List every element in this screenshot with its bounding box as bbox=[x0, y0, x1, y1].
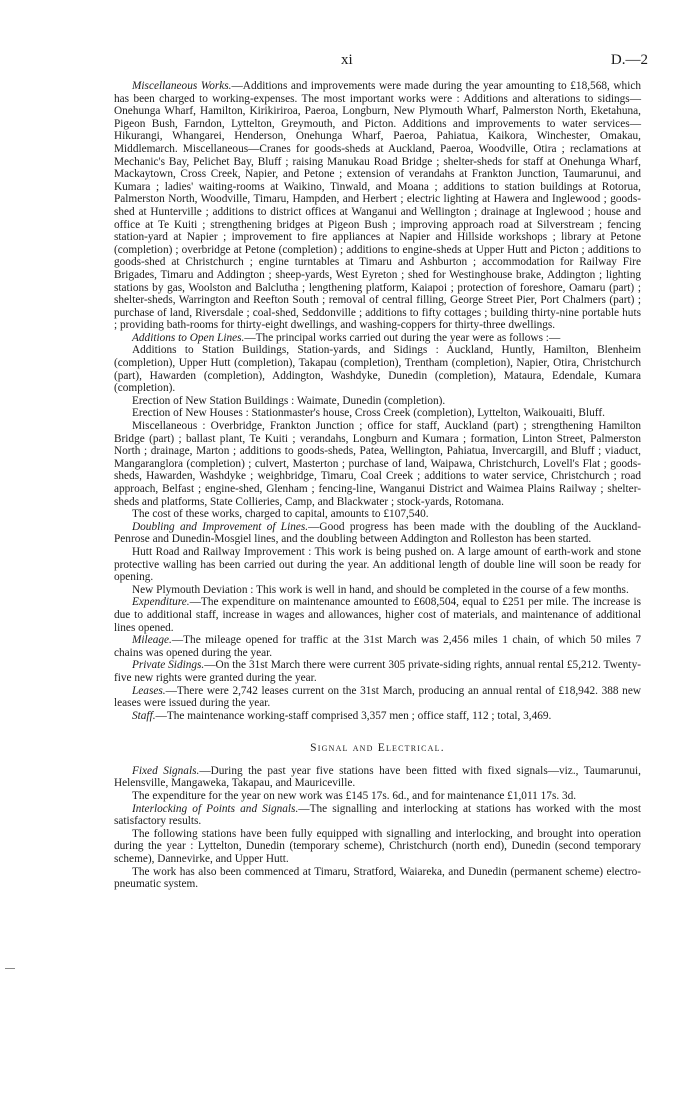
paragraph bbox=[114, 803, 641, 828]
paragraph bbox=[114, 659, 641, 684]
paragraph-text: The following stations have been fully equipped with signalling and interlocking, and brought into operation during the year : Lyttelton, Dunedin (temporary scheme), Christchurch (north end), Dunedin (second temporary scheme), Dannevirke, and Upper Hutt. bbox=[114, 827, 641, 866]
paragraph-text: Hutt Road and Railway Improvement : This work is being pushed on. A large amount of earth-work and stone protective walling has been carried out during the year. An additional length of double line will soon be ready for opening. bbox=[114, 545, 641, 584]
paragraph bbox=[114, 596, 641, 634]
paragraph-text: Additions to Station Buildings, Station-yards, and Sidings : Auckland, Huntly, Hamilton, Blenheim (completion), Upper Hutt (completion), Takapau (completion), Trentham (completion), Napier, Otira, Christchurch (part), Hawarden (completion), Addington, Washdyke, Dunedin (completion), Mataura, Edendale, Kumara (completion). bbox=[114, 344, 641, 395]
paragraph-text: The expenditure for the year on new work was £145 17s. 6d., and for maintenance £1,011 17s. 3d. bbox=[132, 790, 577, 803]
signal-section bbox=[114, 765, 641, 891]
paragraph bbox=[114, 828, 641, 866]
paragraph-text: —During the past year five stations have been fitted with fixed signals—viz., Taumarunui, Helensville, Mangaweka, Takapau, and Mauriceville. bbox=[114, 764, 641, 790]
paragraph-text: Erection of New Station Buildings : Waimate, Dunedin (completion). bbox=[132, 394, 446, 407]
paragraph bbox=[114, 866, 641, 891]
paragraph-lead: Staff. bbox=[132, 709, 156, 722]
paragraph bbox=[114, 420, 641, 508]
paragraph-text: —The mileage opened for traffic at the 31st March was 2,456 miles 1 chain, of which 50 miles 7 chains was opened during the year. bbox=[114, 634, 641, 659]
paragraph-lead: Fixed Signals. bbox=[132, 764, 200, 777]
paragraph-text: —There were 2,742 leases current on the 31st March, producing an annual rental of £18,942. 388 new leases were issued during the year. bbox=[114, 684, 641, 710]
document-reference: D.—2 bbox=[610, 52, 648, 68]
paragraph-lead: Leases. bbox=[132, 684, 166, 697]
paragraph-lead: Additions to Open Lines. bbox=[132, 331, 245, 344]
paragraph bbox=[114, 508, 641, 521]
body-text bbox=[114, 80, 641, 891]
paragraph-lead: Miscellaneous Works. bbox=[132, 80, 232, 92]
paragraph-text: —The principal works carried out during the year were as follows :— bbox=[244, 331, 561, 344]
page-number: xi bbox=[341, 52, 353, 68]
paragraph bbox=[114, 407, 641, 420]
margin-mark bbox=[5, 968, 15, 969]
paragraph-text: Erection of New Houses : Stationmaster's house, Cross Creek (completion), Lyttelton, Waikouaiti, Bluff. bbox=[132, 407, 605, 420]
paragraph-text: The work has also been commenced at Timaru, Stratford, Waiareka, and Dunedin (permanent scheme) electro-pneumatic system. bbox=[114, 865, 641, 891]
paragraph bbox=[114, 765, 641, 790]
paragraph-text: —Good progress has been made with the doubling of the Auckland-Penrose and Dunedin-Mosgiel lines, and the doubling between Addington and Rolleston has been started. bbox=[114, 520, 641, 546]
paragraph-lead: Mileage. bbox=[132, 634, 172, 647]
paragraph bbox=[114, 332, 641, 345]
section-heading: Signal and Electrical. bbox=[310, 742, 445, 755]
paragraph bbox=[114, 790, 641, 803]
paragraph bbox=[114, 395, 641, 408]
paragraph-text: Miscellaneous : Overbridge, Frankton Junction ; office for staff, Auckland (part) ; strengthening Hamilton Bridge (part) ; ballast plant, Te Kuiti ; verandahs, Longburn and Kumara ; formation, Linton Street, Palmerston North ; drainage, Marton ; additions to goods-sheds, Patea, Wellington, Pahiatua, Invercargill, and Bluff ; viaduct, Mangaranglora (completion) ; culvert, Masterton ; purchase of land, Waipawa, Christchurch, Lovell's Flat ; goods-sheds, Hawarden, Washdyke ; weighbridge, Timaru, Coal Creek ; additions to water service, Christchurch ; road approach, Belfast ; engine-shed, Glenham ; fencing-line, Wanganui District and Waimea Plains Railway ; shelter-sheds and platforms, State Collieries, Camp, and Blackwater ; stock-yards, Rotomana. bbox=[114, 420, 641, 508]
paragraph-text: The cost of these works, charged to capital, amounts to £107,540. bbox=[132, 508, 429, 521]
paragraph bbox=[114, 584, 641, 597]
page-header bbox=[0, 52, 700, 72]
paragraph bbox=[114, 521, 641, 546]
paragraph-lead: Doubling and Improvement of Lines. bbox=[132, 520, 309, 533]
paragraph-text: —Additions and improvements were made during the year amounting to £18,568, which has been charged to working-expenses. The most important works were : Additions and alterations to sidings—Onehunga Wharf, Hamilton, Kirikiriroa, Paeroa, Longburn, New Plymouth Wharf, Palmerston North, Eketahuna, Pigeon Bush, Farndon, Lyttelton, Greymouth, and Picton. Additions and improvements to water services—Hikurangi, Whangarei, Henderson, Onehunga Wharf, Paeroa, Pahiatua, Kaikora, Winchester, Omakau, Middlemarch. Miscellaneous—Cranes for goods-sheds at Auckland, Paeroa, Woodville, Otira ; reclamations at Mechanic's Bay, Pelichet Bay, Bluff ; raising Manukau Road Bridge ; shelter-sheds for staff at Onehunga Wharf, Mackaytown, Cross Creek, Napier, and Petone ; extension of verandahs at Frankton Junction, Taumarunui, and Kumara ; ladies' waiting-rooms at Waikino, Tinwald, and Moana ; additions to station buildings at Rotorua, Palmerston North, Woodville, Timaru, Hampden, and Herbert ; electric lighting at Hawera and Inglewood ; goods-shed at Hunterville ; additions to district offices at Wanganui and Wellington ; drainage at Inglewood ; house and office at Te Kuiti ; strengthening bridges at Pigeon Bush ; improving approach road at Silverstream ; fencing station-yard at Napier ; improvement to fire appliances at Napier and Hillside workshops ; library at Petone (completion) ; overbridge at Petone (completion) ; additions to engine-sheds at Upper Hutt and Picton ; additions to goods-shed at Christchurch ; engine turntables at Timaru and Ashburton ; accommodation for Railway Fire Brigades, Timaru and Addington ; sheep-yards, West Eyreton ; shed for Westinghouse brake, Addington ; lighting stations by gas, Woolston and Balclutha ; lengthening platform, Kaiapoi ; protection of foreshore, Oamaru (part) ; shelter-sheds, Warrington and Reefton South ; removal of central filling, George Street Pier, Port Chalmers (part) ; purchase of land, Riversdale ; coal-shed, Seddonville ; additions to fifty cottages ; building thirty-nine portable huts ; providing bath-rooms for thirty-eight dwellings, and washing-coppers for thirty-three dwellings. bbox=[114, 80, 641, 332]
paragraph-text: —On the 31st March there were current 305 private-siding rights, annual rental £5,212. Twenty-five new rights were granted during the year. bbox=[114, 659, 641, 684]
paragraph-lead: Interlocking of Points and Signals. bbox=[132, 802, 299, 815]
paragraph-lead: Expenditure. bbox=[132, 596, 190, 609]
paragraph bbox=[114, 685, 641, 710]
paragraph-text: —The expenditure on maintenance amounted to £608,504, equal to £251 per mile. The increase is due to additional staff, increase in wages and allowances, higher cost of materials, and maintenance of additional lines opened. bbox=[114, 596, 641, 634]
paragraph-text: New Plymouth Deviation : This work is well in hand, and should be completed in the course of a few months. bbox=[132, 583, 629, 596]
paragraph bbox=[114, 634, 641, 659]
paragraph bbox=[114, 80, 641, 332]
paragraph-text: —The maintenance working-staff comprised 3,357 men ; office staff, 112 ; total, 3,469. bbox=[155, 709, 552, 722]
maintenance-section bbox=[114, 80, 641, 722]
paragraph-text: —The signalling and interlocking at stations has worked with the most satisfactory results. bbox=[114, 802, 641, 828]
paragraph bbox=[114, 546, 641, 584]
paragraph bbox=[114, 344, 641, 394]
paragraph-lead: Private Sidings. bbox=[132, 659, 205, 672]
paragraph bbox=[114, 710, 641, 723]
